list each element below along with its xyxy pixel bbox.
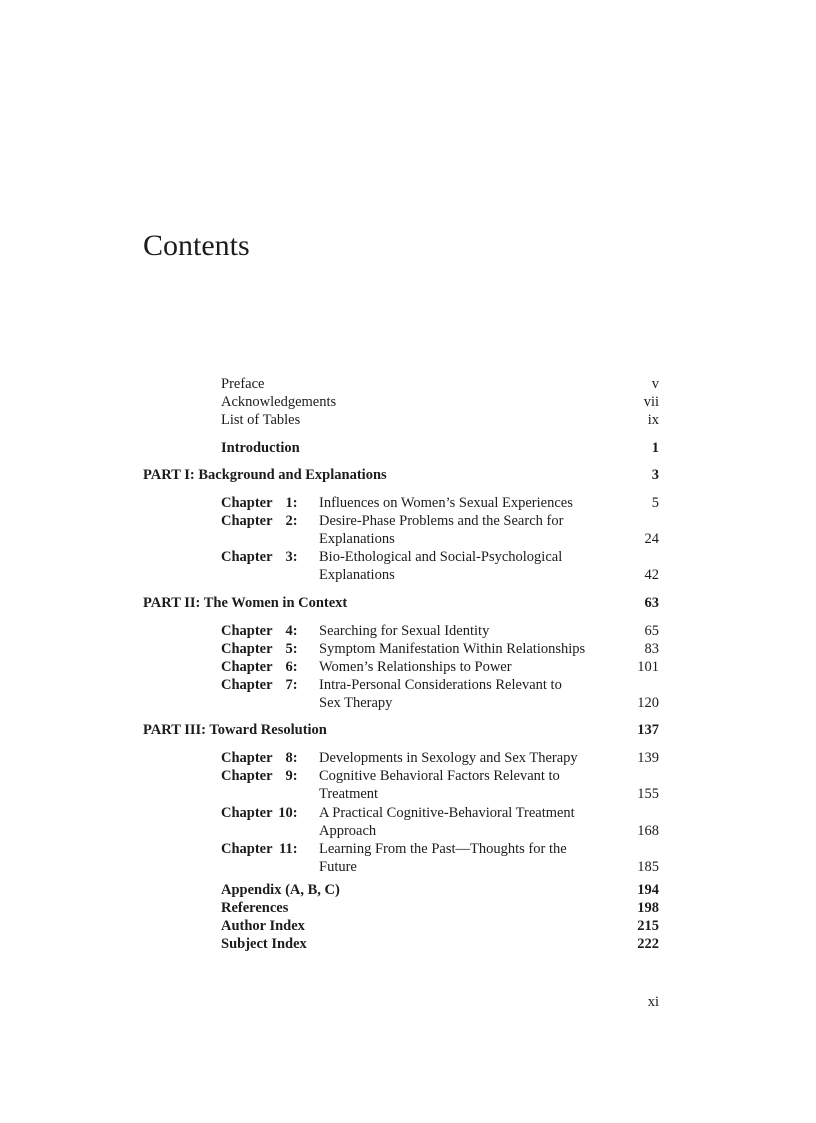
chapter-title: Bio-Ethological and Social-Psychological [319, 549, 563, 565]
chapter-label: Chapter 8: [221, 750, 298, 766]
toc-page: 139 [637, 750, 659, 766]
toc-entry-introduction: Introduction [221, 440, 300, 456]
chapter-label: Chapter 11: [221, 841, 298, 857]
toc-page: 222 [637, 936, 659, 952]
chapter-label: Chapter 2: [221, 513, 298, 529]
toc-page: v [651, 376, 659, 392]
toc-page: 155 [637, 786, 659, 802]
toc-page: 168 [637, 823, 659, 839]
toc-entry-appendix: Appendix (A, B, C) [221, 882, 340, 898]
toc-entry-acknowledgements: Acknowledgements [221, 394, 337, 410]
toc-page: 65 [644, 623, 659, 639]
chapter-label: Chapter 5: [221, 641, 298, 657]
toc-page: 215 [637, 918, 659, 934]
chapter-label: Chapter 1: [221, 495, 298, 511]
chapter-title: A Practical Cognitive-Behavioral Treatment [319, 805, 575, 821]
toc-part-2: PART II: The Women in Context [143, 595, 348, 611]
chapter-title-continued: Explanations [319, 567, 395, 583]
toc-page: 137 [637, 722, 659, 738]
toc-part-1: PART I: Background and Explanations [143, 467, 387, 483]
toc-page: 1 [651, 440, 659, 456]
toc-page: 120 [637, 695, 659, 711]
chapter-label: Chapter 6: [221, 659, 298, 675]
chapter-title-continued: Treatment [319, 786, 379, 802]
chapter-title: Women’s Relationships to Power [319, 659, 512, 675]
toc-page: 42 [644, 567, 659, 583]
toc-page: ix [647, 412, 659, 428]
chapter-title: Developments in Sexology and Sex Therapy [319, 750, 578, 766]
toc-entry-subject-index: Subject Index [221, 936, 307, 952]
toc-page: 83 [644, 641, 659, 657]
toc-page: 24 [644, 531, 659, 547]
chapter-title: Symptom Manifestation Within Relationships [319, 641, 586, 657]
chapter-label: Chapter 7: [221, 677, 298, 693]
toc-entry-preface: Preface [221, 376, 265, 392]
toc-page: vii [643, 394, 659, 410]
toc-part-3: PART III: Toward Resolution [143, 722, 327, 738]
page-number: xi [647, 994, 659, 1010]
chapter-title: Searching for Sexual Identity [319, 623, 490, 639]
toc-entry-references: References [221, 900, 289, 916]
chapter-label: Chapter 10: [221, 805, 298, 821]
toc-page: 198 [637, 900, 659, 916]
chapter-title-continued: Sex Therapy [319, 695, 393, 711]
chapter-label: Chapter 4: [221, 623, 298, 639]
chapter-title-continued: Future [319, 859, 357, 875]
chapter-title-continued: Approach [319, 823, 377, 839]
chapter-label: Chapter 9: [221, 768, 298, 784]
chapter-title: Desire-Phase Problems and the Search for [319, 513, 564, 529]
chapter-label: Chapter 3: [221, 549, 298, 565]
toc-page: 5 [651, 495, 659, 511]
chapter-title-continued: Explanations [319, 531, 395, 547]
chapter-title: Intra-Personal Considerations Relevant to [319, 677, 562, 693]
toc-page: 3 [651, 467, 659, 483]
toc-page: 101 [637, 659, 659, 675]
chapter-title: Learning From the Past—Thoughts for the [319, 841, 567, 857]
page-title: Contents [143, 229, 250, 262]
toc-entry-list-of-tables: List of Tables [221, 412, 301, 428]
toc-page: 63 [644, 595, 659, 611]
toc-entry-author-index: Author Index [221, 918, 305, 934]
toc-page: 185 [637, 859, 659, 875]
chapter-title: Cognitive Behavioral Factors Relevant to [319, 768, 560, 784]
toc-page: 194 [637, 882, 659, 898]
chapter-title: Influences on Women’s Sexual Experiences [319, 495, 573, 511]
